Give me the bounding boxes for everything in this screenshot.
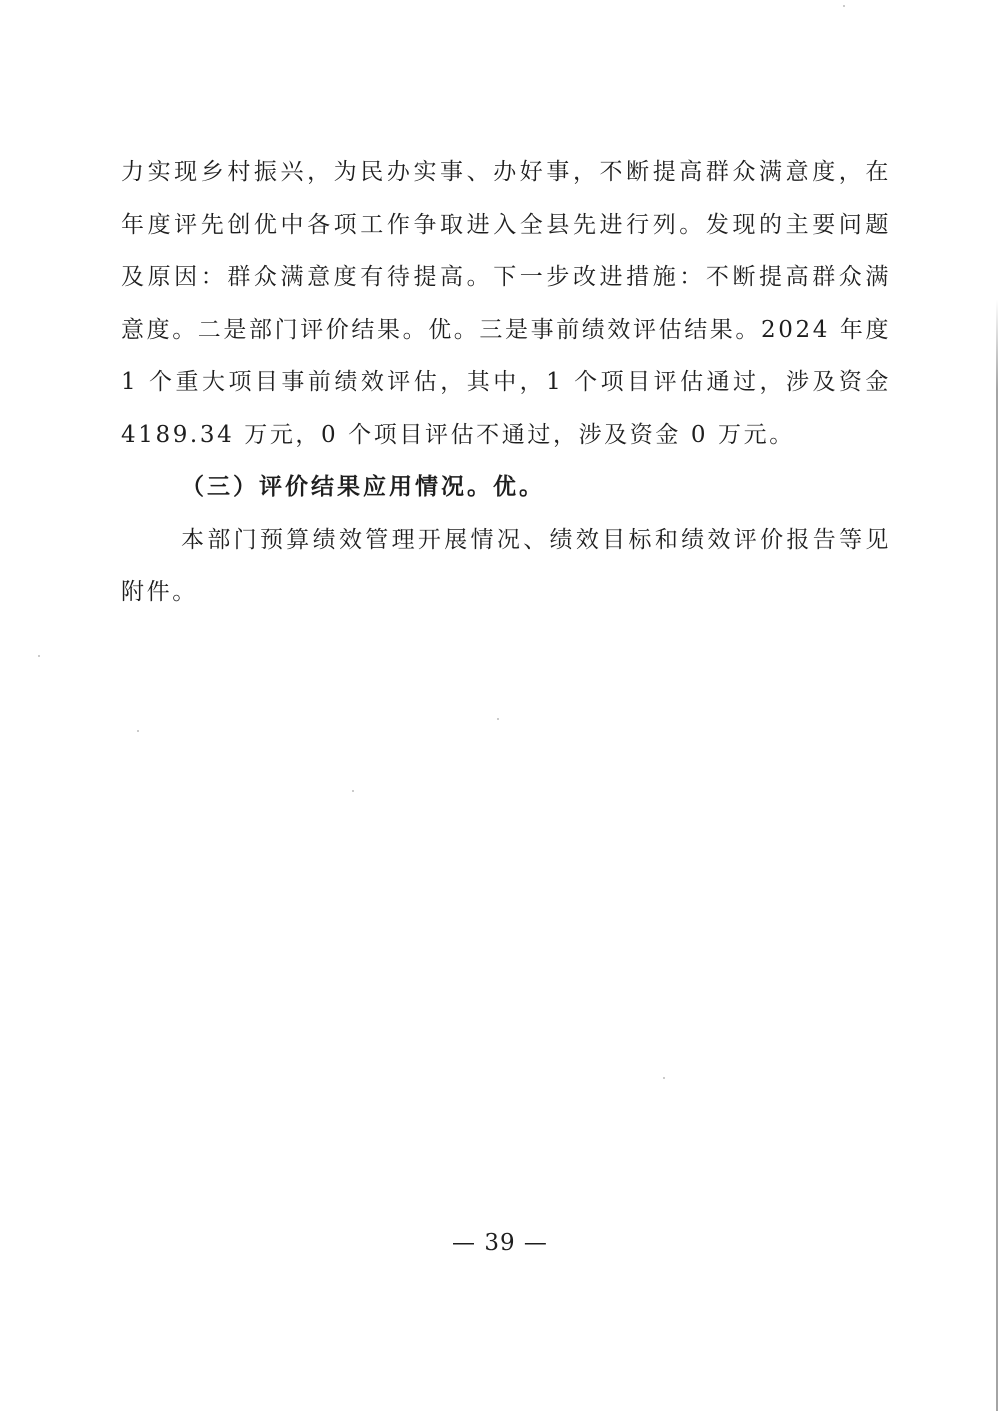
scan-speck — [843, 5, 845, 7]
scan-speck — [497, 718, 499, 720]
paragraph-line: 年度评先创优中各项工作争取进入全县先进行列。发现的主要问题 — [121, 211, 891, 238]
closing-paragraph-line: 附件。 — [121, 579, 198, 605]
scan-speck — [137, 730, 139, 732]
scan-speck — [38, 655, 40, 657]
body-text — [121, 146, 891, 619]
paragraph-line: 4189.34 万元，0 个项目评估不通过，涉及资金 0 万元。 — [121, 421, 795, 448]
paragraph-line: 1 个重大项目事前绩效评估，其中，1 个项目评估通过，涉及资金 — [121, 369, 891, 395]
section-heading: （三）评价结果应用情况。优。 — [181, 474, 545, 500]
page-number: — 39 — — [452, 1230, 548, 1256]
scan-speck — [352, 790, 354, 792]
scan-speck — [663, 1077, 665, 1079]
paragraph-line: 力实现乡村振兴，为民办实事、办好事，不断提高群众满意度，在 — [121, 159, 891, 185]
paragraph-line: 及原因：群众满意度有待提高。下一步改进措施：不断提高群众满 — [121, 264, 891, 290]
closing-paragraph-line: 本部门预算绩效管理开展情况、绩效目标和绩效评价报告等见 — [181, 526, 891, 553]
paragraph-line: 意度。二是部门评价结果。优。三是事前绩效评估结果。2024 年度 — [121, 316, 892, 343]
